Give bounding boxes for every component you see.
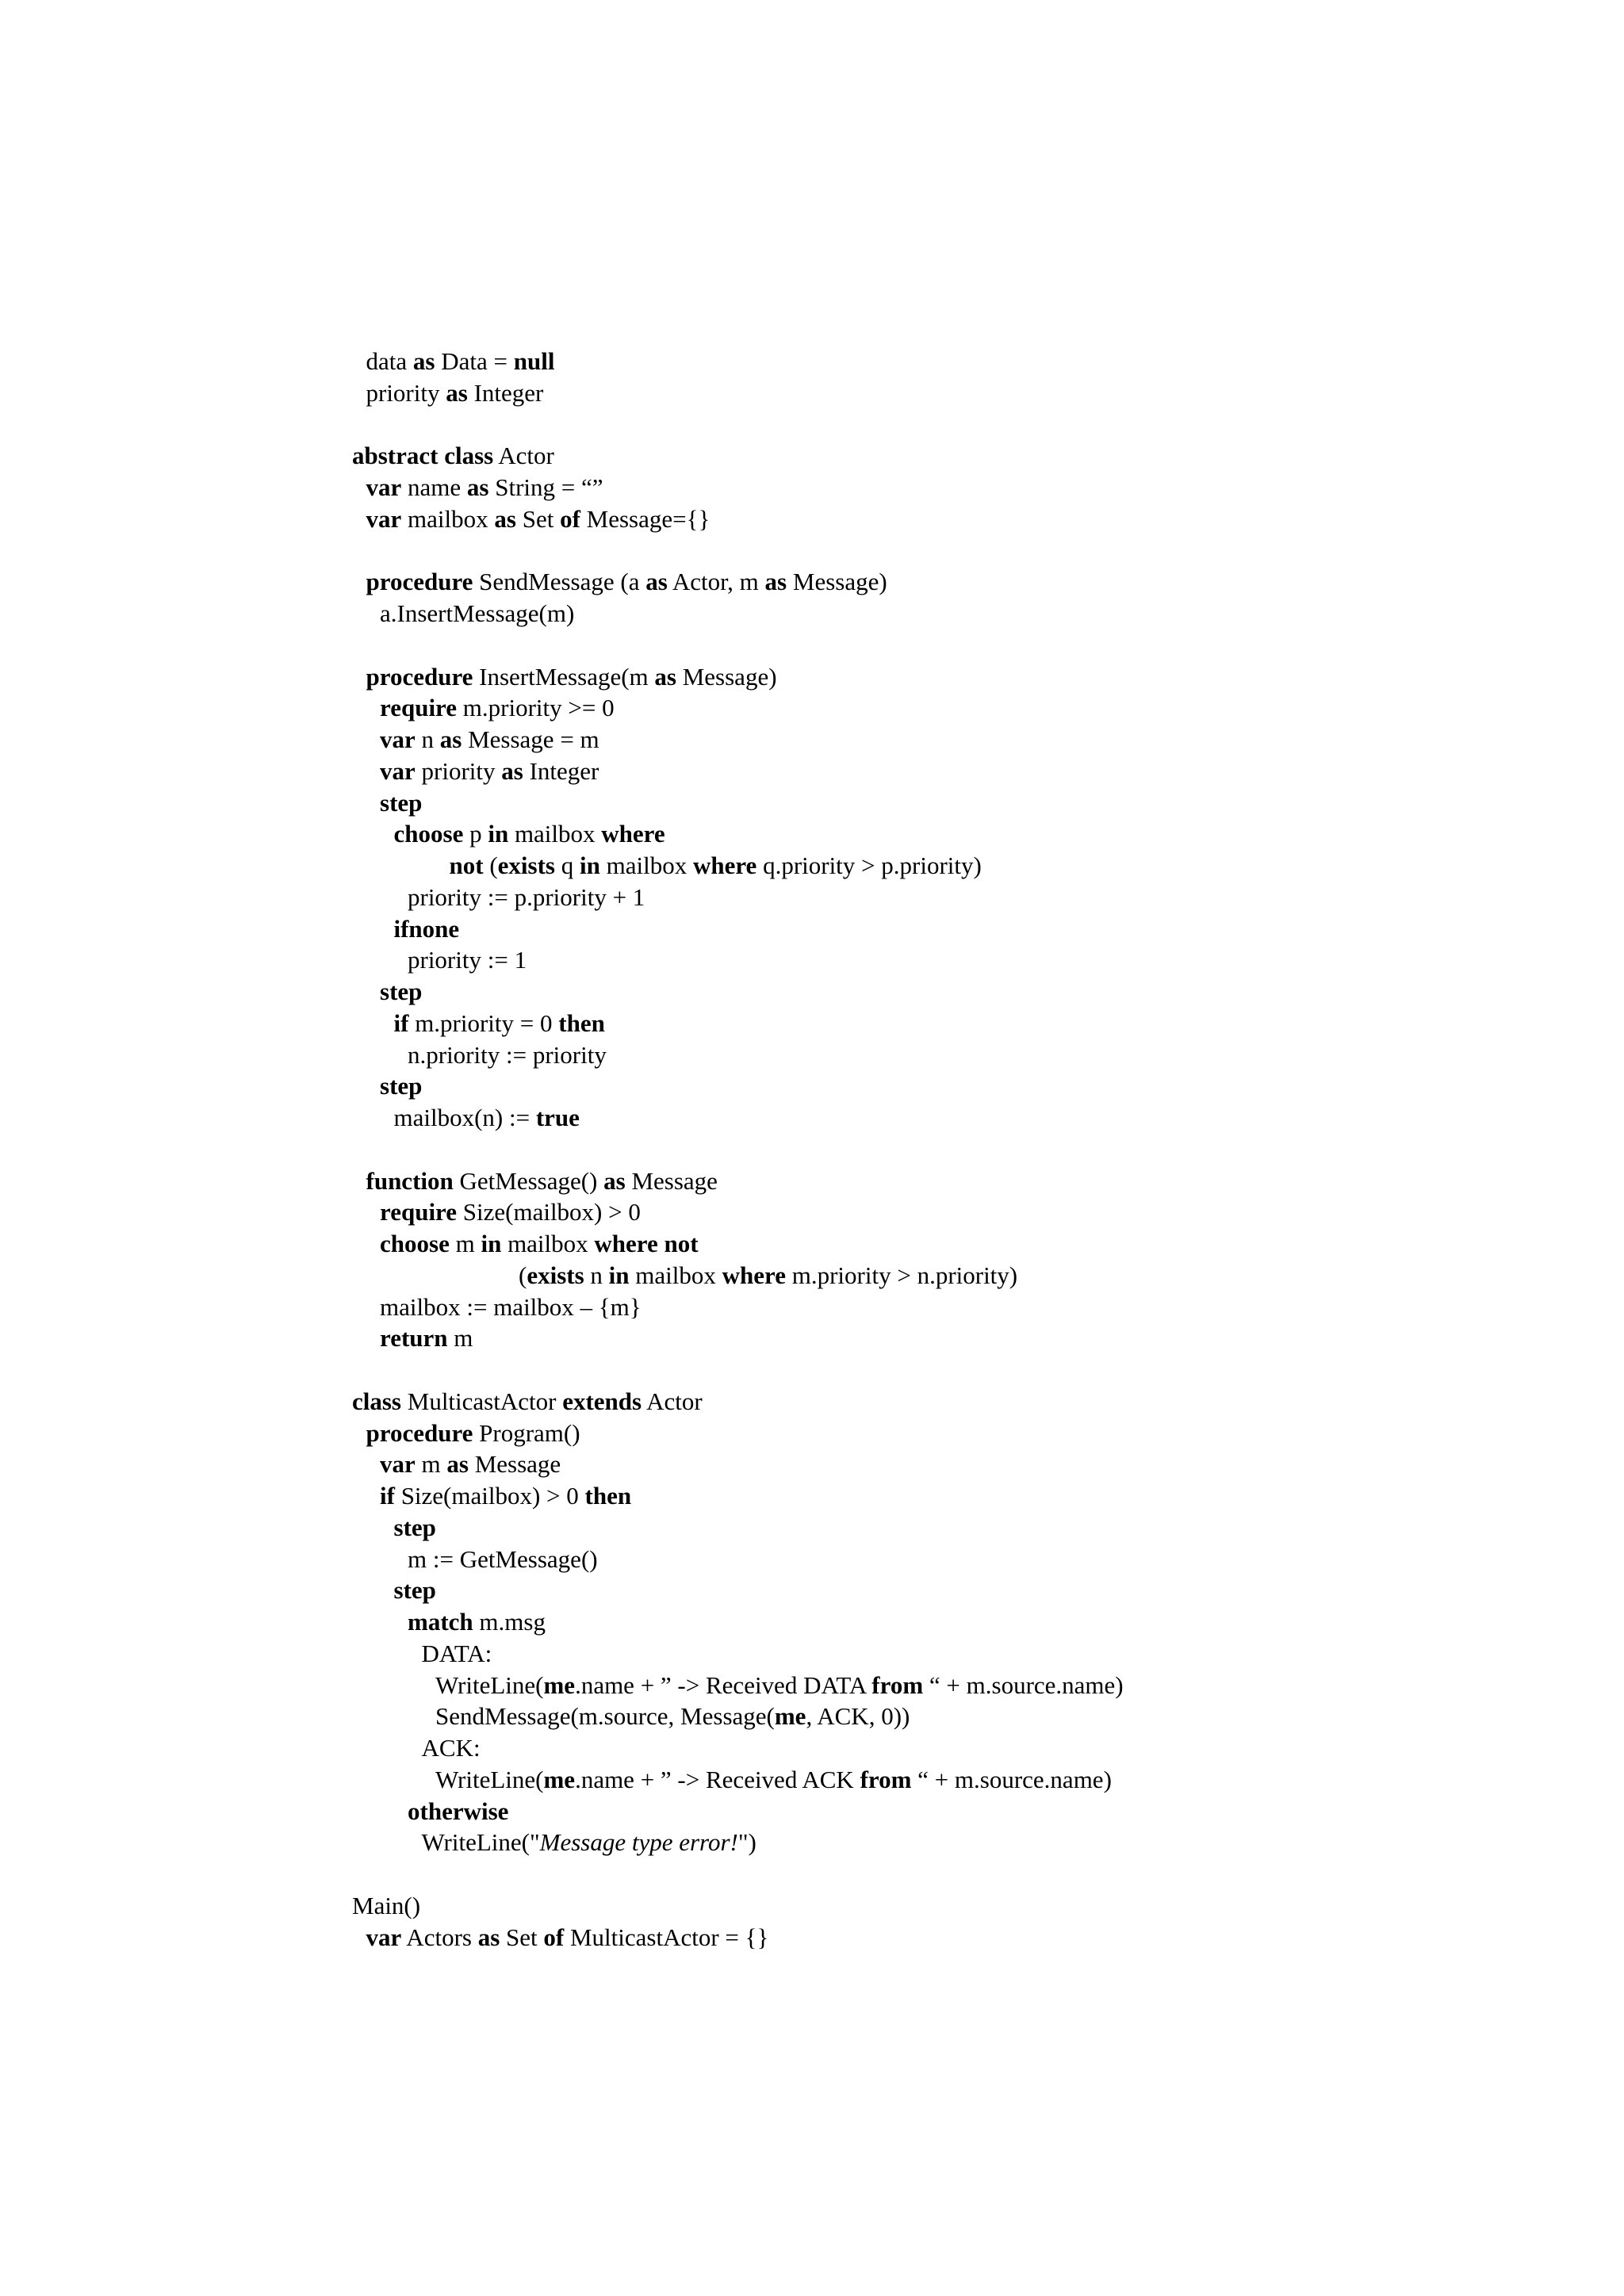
blank-line [352,409,1589,441]
code-keyword: me [774,1702,806,1731]
code-text: Integer [467,378,544,407]
code-text: mailbox := mailbox – {m} [380,1292,642,1321]
code-keyword: extends [562,1387,642,1415]
code-keyword: null [513,347,555,375]
code-line [352,1008,1589,1039]
code-text: Message) [787,568,887,596]
code-keyword: of [560,504,580,533]
code-text: n [584,1261,609,1289]
code-text: mailbox [599,851,693,879]
code-text: SendMessage(m.source, Message( [435,1702,775,1731]
code-line [352,1480,1589,1512]
code-text: Actor [642,1387,703,1415]
code-keyword: var [380,1450,416,1479]
code-line [352,1386,1589,1418]
code-line [352,598,1589,629]
code-text: Data = [435,347,514,375]
code-line [352,1638,1589,1670]
code-line [352,944,1589,976]
code-line [352,1512,1589,1544]
code-keyword: var [366,1923,402,1951]
code-line [352,1764,1589,1796]
code-keyword: as [501,756,523,785]
code-line [352,1196,1589,1228]
code-line [352,346,1589,377]
code-line [352,566,1589,598]
code-keyword: choose [380,1230,450,1257]
code-text: mailbox [501,1230,595,1257]
code-text: priority := 1 [408,946,527,974]
code-line [352,882,1589,913]
code-text: m [449,1230,481,1257]
code-text: WriteLine( [435,1670,544,1699]
code-keyword: procedure [366,662,473,691]
code-text: Message [625,1166,718,1195]
code-text: priority [415,756,502,785]
code-text: “ + m.source.name) [923,1670,1124,1699]
code-keyword: as [466,473,489,501]
code-text: MulticastActor = {} [564,1923,769,1951]
code-line [352,1796,1589,1827]
code-line [352,692,1589,724]
code-keyword: as [645,568,668,596]
blank-line [352,1858,1589,1890]
code-keyword: var [380,756,416,785]
code-text: MulticastActor [401,1387,563,1415]
code-keyword: var [366,504,402,533]
code-line [352,1827,1589,1858]
code-keyword: me [543,1765,576,1793]
code-line [352,377,1589,409]
code-text: Actor, m [667,568,765,596]
code-text: ( [483,851,498,879]
code-text: Set [500,1923,544,1951]
code-keyword: not [664,1230,699,1257]
code-text: mailbox [401,504,495,533]
code-text: InsertMessage(m [473,662,655,691]
code-line [352,1544,1589,1575]
code-line [352,1039,1589,1071]
code-keyword: then [584,1482,632,1510]
code-text: , ACK, 0)) [806,1702,910,1731]
code-line [352,1701,1589,1732]
code-line [352,1292,1589,1323]
code-text: Message) [676,662,777,691]
code-line [352,440,1589,472]
code-text: mailbox [629,1261,722,1289]
code-line [352,1165,1589,1197]
code-keyword: not [449,851,484,879]
code-line [352,1070,1589,1102]
blank-line [352,535,1589,567]
code-text: “ + m.source.name) [911,1765,1112,1793]
code-text: ( [519,1261,527,1289]
code-keyword: from [860,1765,912,1793]
code-keyword: where [594,1230,658,1257]
code-text [658,1230,665,1257]
blank-line [352,629,1589,661]
code-keyword: as [494,504,516,533]
code-text: WriteLine( [435,1765,544,1793]
code-keyword: from [871,1670,924,1699]
code-line [352,1922,1589,1954]
code-text: .name + ” -> Received ACK [575,1765,860,1793]
code-keyword: of [543,1923,565,1951]
code-keyword: where [722,1261,786,1289]
code-keyword: as [603,1166,626,1195]
code-keyword: class [352,1387,401,1415]
code-line [352,818,1589,850]
code-line [352,787,1589,819]
code-text: .name + ” -> Received DATA [575,1670,872,1699]
code-keyword: as [654,662,676,691]
code-text: Actors [401,1923,478,1951]
code-text: m := GetMessage() [408,1544,598,1573]
code-listing [352,346,1589,1953]
code-text: a.InsertMessage(m) [380,599,575,627]
code-text: ACK: [421,1734,481,1762]
code-keyword: in [481,1230,502,1257]
code-keyword: otherwise [408,1797,509,1825]
code-text: Integer [523,756,599,785]
code-keyword: in [579,851,600,879]
code-text: GetMessage() [453,1166,604,1195]
code-keyword: procedure [366,1418,473,1447]
code-text: data [366,347,413,375]
code-text: SendMessage (a [473,568,646,596]
code-line [352,1670,1589,1701]
code-text: Set [515,504,561,533]
code-line [352,976,1589,1008]
code-text: p [463,820,488,848]
code-text: n.priority := priority [408,1040,607,1069]
code-keyword: abstract [352,442,439,470]
code-text: Main() [352,1891,421,1919]
code-line [352,1322,1589,1354]
code-keyword: step [380,978,423,1005]
code-text: priority [366,378,446,407]
code-keyword: return [380,1324,448,1353]
code-line [352,1228,1589,1260]
code-keyword: where [601,820,665,848]
code-keyword: require [380,694,458,722]
code-keyword: then [558,1008,605,1037]
code-keyword: as [477,1923,500,1951]
code-text: m [447,1324,473,1353]
code-keyword: exists [497,851,555,879]
code-keyword: exists [527,1261,584,1289]
code-keyword: step [380,788,423,817]
code-text: Message = m [462,725,599,753]
code-keyword: var [380,725,416,753]
code-keyword: step [393,1576,436,1605]
code-text: priority := p.priority + 1 [408,882,645,911]
code-text: Message [468,1450,561,1479]
code-text: m.priority > n.priority) [785,1261,1018,1289]
code-keyword: as [446,1450,469,1479]
code-text: ") [737,1828,756,1857]
blank-line [352,1354,1589,1386]
code-text: Size(mailbox) > 0 [394,1482,585,1510]
code-line [352,1448,1589,1480]
code-keyword: as [439,725,462,753]
code-keyword: match [408,1608,473,1636]
code-line [352,472,1589,503]
code-text: WriteLine(" [421,1828,540,1857]
code-text: mailbox(n) := [393,1104,536,1131]
code-line [352,661,1589,693]
code-text: m.priority = 0 [408,1008,559,1037]
code-keyword: ifnone [393,914,460,943]
code-line [352,1606,1589,1638]
code-keyword: true [535,1104,580,1131]
code-text: Program() [473,1418,580,1447]
code-line [352,756,1589,787]
code-text: Actor [493,442,554,470]
code-line [352,503,1589,535]
code-text: q.priority > p.priority) [756,851,982,879]
code-keyword: var [366,473,402,501]
code-keyword: if [393,1008,409,1037]
code-text: mailbox [508,820,602,848]
code-line [352,1260,1589,1292]
code-text: n [415,725,440,753]
code-line [352,1418,1589,1449]
code-text: DATA: [421,1639,492,1667]
code-keyword: me [543,1670,576,1699]
code-keyword: step [393,1513,436,1541]
code-keyword: class [444,442,494,470]
code-text: String = “” [488,473,603,501]
code-line [352,1890,1589,1922]
code-keyword: as [764,568,787,596]
code-keyword: in [608,1261,630,1289]
code-text: Message type error! [539,1828,738,1857]
code-line [352,850,1589,882]
code-keyword: as [446,378,468,407]
code-keyword: require [380,1198,458,1226]
code-text: name [401,473,467,501]
code-line [352,1102,1589,1134]
code-keyword: as [412,347,435,375]
code-text: q [554,851,580,879]
code-keyword: step [380,1072,423,1100]
blank-line [352,1134,1589,1165]
code-line [352,1575,1589,1606]
code-text: m [415,1450,447,1479]
code-keyword: if [380,1482,395,1510]
code-line [352,913,1589,945]
code-line [352,1732,1589,1764]
code-keyword: in [488,820,509,848]
code-keyword: procedure [366,568,473,596]
code-keyword: choose [393,820,464,848]
code-text: Message={} [580,504,710,533]
code-text: Size(mailbox) > 0 [457,1198,641,1226]
code-text: m.msg [473,1608,546,1636]
code-line [352,724,1589,756]
code-keyword: where [692,851,757,879]
code-text: m.priority >= 0 [457,694,615,722]
code-keyword: function [366,1166,454,1195]
